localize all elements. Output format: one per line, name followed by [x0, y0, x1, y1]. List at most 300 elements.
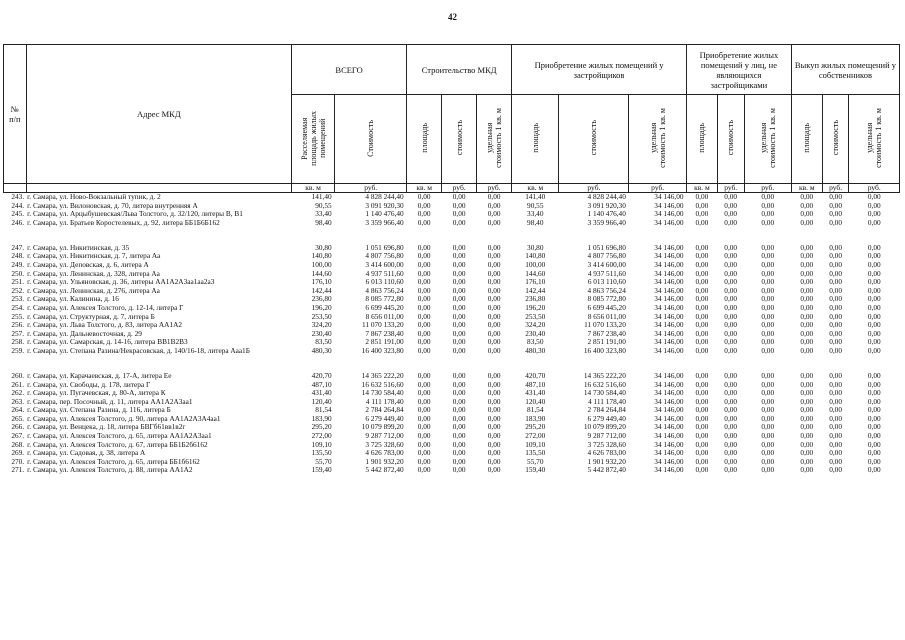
- row-developer-area: 159,40: [525, 466, 546, 475]
- row-address: г. Самара, ул. Алексея Толстого, д. 65, литера ББ1б6162: [27, 457, 200, 466]
- row-developer-unit-cost: 34 146,00: [654, 210, 684, 219]
- row-developer-area: 230,40: [525, 329, 546, 338]
- row-construction-area: 0,00: [417, 338, 431, 347]
- row-nondev-area: 0,00: [695, 338, 709, 347]
- table-row: [4, 372, 900, 381]
- row-construction-unit-cost: 0,00: [487, 278, 501, 287]
- row-developer-unit-cost: 34 146,00: [654, 440, 684, 449]
- row-nondev-area: 0,00: [695, 192, 709, 201]
- row-nondev-area: 0,00: [695, 329, 709, 338]
- row-total-area: 135,50: [311, 449, 332, 458]
- row-construction-unit-cost: 0,00: [487, 303, 501, 312]
- row-developer-unit-cost: 34 146,00: [654, 397, 684, 406]
- row-construction-cost: 0,00: [452, 371, 466, 380]
- row-nondev-unit-cost: 0,00: [761, 210, 775, 219]
- row-buyout-cost: 0,00: [829, 243, 842, 252]
- row-number: 244.: [11, 201, 25, 210]
- row-buyout-unit-cost: 0,00: [867, 423, 881, 432]
- row-buyout-area: 0,00: [800, 423, 814, 432]
- row-nondev-area: 0,00: [695, 346, 709, 355]
- row-construction-area: 0,00: [417, 414, 431, 423]
- row-developer-area: 98,40: [527, 218, 544, 227]
- row-construction-area: 0,00: [417, 201, 431, 210]
- row-address: г. Самара, ул. Льва Толстого, д. 83, литера АА1А2: [27, 321, 182, 330]
- row-nondev-unit-cost: 0,00: [761, 269, 775, 278]
- row-buyout-unit-cost: 0,00: [867, 269, 881, 278]
- row-developer-cost: 16 632 516,60: [583, 380, 626, 389]
- row-nondev-cost: 0,00: [724, 329, 738, 338]
- row-buyout-cost: 0,00: [829, 218, 842, 227]
- row-buyout-area: 0,00: [800, 389, 814, 398]
- row-buyout-unit-cost: 0,00: [867, 243, 881, 252]
- row-number: 253.: [11, 295, 25, 304]
- row-nondev-cost: 0,00: [724, 295, 738, 304]
- row-address: г. Самара, ул. Дальневосточная, д. 29: [27, 329, 142, 338]
- table-row: [4, 261, 900, 270]
- row-developer-area: 120,40: [525, 397, 546, 406]
- row-construction-area: 0,00: [417, 346, 431, 355]
- row-developer-cost: 4 828 244,40: [587, 192, 626, 201]
- row-construction-cost: 0,00: [452, 440, 466, 449]
- row-developer-cost: 10 079 899,20: [583, 423, 626, 432]
- row-buyout-area: 0,00: [800, 457, 814, 466]
- row-developer-area: 253,50: [525, 312, 546, 321]
- subheader-cost: стоимость: [559, 95, 629, 184]
- row-total-area: 55,70: [315, 457, 332, 466]
- row-buyout-unit-cost: 0,00: [867, 432, 881, 441]
- unit-cell: [26, 184, 291, 193]
- row-construction-cost: 0,00: [452, 192, 466, 201]
- row-developer-area: 81,54: [527, 406, 544, 415]
- row-buyout-unit-cost: 0,00: [867, 466, 881, 475]
- row-nondev-area: 0,00: [695, 312, 709, 321]
- row-address: г. Самара, ул. Алексея Толстого, д. 67, литера ББ1Б2б6162: [27, 440, 208, 449]
- row-buyout-unit-cost: 0,00: [867, 440, 881, 449]
- row-total-cost: 3 359 966,40: [365, 218, 404, 227]
- row-construction-cost: 0,00: [452, 286, 466, 295]
- subheader-unit-cost: удельная стоимость 1 кв. м: [629, 95, 687, 184]
- row-buyout-cost: 0,00: [829, 414, 842, 423]
- unit-rub: руб.: [442, 184, 477, 193]
- row-nondev-cost: 0,00: [724, 303, 738, 312]
- row-total-area: 480,30: [311, 346, 332, 355]
- row-total-area: 487,10: [311, 380, 332, 389]
- row-number: 261.: [11, 380, 25, 389]
- row-buyout-area: 0,00: [800, 449, 814, 458]
- row-nondev-area: 0,00: [695, 423, 709, 432]
- row-construction-unit-cost: 0,00: [487, 449, 501, 458]
- row-buyout-cost: 0,00: [829, 192, 842, 201]
- row-nondev-unit-cost: 0,00: [761, 466, 775, 475]
- table-row: [4, 295, 900, 304]
- row-developer-area: 83,50: [527, 338, 544, 347]
- row-total-area: 253,50: [311, 312, 332, 321]
- row-construction-cost: 0,00: [452, 397, 466, 406]
- row-construction-cost: 0,00: [452, 457, 466, 466]
- row-nondev-cost: 0,00: [724, 218, 738, 227]
- row-address: г. Самара, ул. Никитинская, д. 7, литера Аа: [27, 252, 161, 261]
- row-nondev-unit-cost: 0,00: [761, 303, 775, 312]
- row-construction-area: 0,00: [417, 210, 431, 219]
- row-developer-unit-cost: 34 146,00: [654, 346, 684, 355]
- row-total-area: 272,00: [311, 432, 332, 441]
- row-number: 270.: [11, 457, 25, 466]
- row-construction-area: 0,00: [417, 466, 431, 475]
- row-developer-unit-cost: 34 146,00: [654, 466, 684, 475]
- row-buyout-area: 0,00: [800, 278, 814, 287]
- row-total-area: 183,90: [311, 414, 332, 423]
- row-construction-unit-cost: 0,00: [487, 218, 501, 227]
- row-construction-cost: 0,00: [452, 406, 466, 415]
- row-total-area: 159,40: [311, 466, 332, 475]
- row-developer-unit-cost: 34 146,00: [654, 243, 684, 252]
- table-row: [4, 193, 900, 202]
- row-nondev-cost: 0,00: [724, 243, 738, 252]
- row-buyout-cost: 0,00: [829, 312, 842, 321]
- row-nondev-cost: 0,00: [724, 466, 738, 475]
- row-address: г. Самара, ул. Венцека, д. 18, литера БВГб61вв1в2г: [27, 423, 186, 432]
- subheader-unit-cost: удельная стоимость 1 кв. м: [849, 95, 900, 184]
- row-total-cost: 6 279 449,40: [365, 414, 404, 423]
- row-address: г. Самара, ул. Никитинская, д. 35: [27, 243, 130, 252]
- row-developer-area: 142,44: [525, 286, 546, 295]
- row-buyout-cost: 0,00: [829, 440, 842, 449]
- row-developer-unit-cost: 34 146,00: [654, 432, 684, 441]
- row-number: 271.: [11, 466, 25, 475]
- subheader-area: площадь: [791, 95, 822, 184]
- table-row: [4, 466, 900, 475]
- row-buyout-area: 0,00: [800, 338, 814, 347]
- row-construction-unit-cost: 0,00: [487, 380, 501, 389]
- row-nondev-area: 0,00: [695, 252, 709, 261]
- row-total-cost: 1 901 932,20: [365, 457, 404, 466]
- row-buyout-area: 0,00: [800, 466, 814, 475]
- subheader-unit-cost: удельная стоимость 1 кв. м: [744, 95, 791, 184]
- table-row: [4, 313, 900, 322]
- table-body: [4, 193, 900, 476]
- row-buyout-area: 0,00: [800, 312, 814, 321]
- row-construction-unit-cost: 0,00: [487, 440, 501, 449]
- table-row: [4, 287, 900, 296]
- row-nondev-cost: 0,00: [724, 449, 738, 458]
- row-construction-area: 0,00: [417, 449, 431, 458]
- row-construction-cost: 0,00: [452, 338, 466, 347]
- row-nondev-unit-cost: 0,00: [761, 252, 775, 261]
- row-nondev-cost: 0,00: [724, 457, 738, 466]
- row-address: г. Самара, ул. Алексея Толстого, д. 90, литера АА1А2А3А4аа1: [27, 414, 221, 423]
- table-row: [4, 406, 900, 415]
- row-nondev-cost: 0,00: [724, 397, 738, 406]
- row-buyout-unit-cost: 0,00: [867, 260, 881, 269]
- row-address: г. Самара, ул. Алексея Толстого, д. 12-14, литера Г: [27, 303, 184, 312]
- row-developer-unit-cost: 34 146,00: [654, 192, 684, 201]
- row-buyout-cost: 0,00: [829, 329, 842, 338]
- row-developer-unit-cost: 34 146,00: [654, 252, 684, 261]
- row-address: г. Самара, ул. Свободы, д. 178, литера Г: [27, 380, 151, 389]
- row-construction-cost: 0,00: [452, 260, 466, 269]
- row-construction-unit-cost: 0,00: [487, 286, 501, 295]
- row-developer-cost: 16 400 323,80: [583, 346, 626, 355]
- row-construction-unit-cost: 0,00: [487, 423, 501, 432]
- row-buyout-area: 0,00: [800, 218, 814, 227]
- row-total-cost: 7 867 238,40: [365, 329, 404, 338]
- row-buyout-unit-cost: 0,00: [867, 414, 881, 423]
- row-developer-unit-cost: 34 146,00: [654, 389, 684, 398]
- row-buyout-cost: 0,00: [829, 389, 842, 398]
- row-nondev-unit-cost: 0,00: [761, 432, 775, 441]
- row-total-area: 33,40: [315, 210, 332, 219]
- row-developer-unit-cost: 34 146,00: [654, 380, 684, 389]
- row-address: г. Самара, ул. Карачаевская, д. 17-А, литера Ее: [27, 371, 172, 380]
- row-construction-area: 0,00: [417, 278, 431, 287]
- row-number: 258.: [11, 338, 25, 347]
- row-buyout-unit-cost: 0,00: [867, 201, 881, 210]
- row-buyout-cost: 0,00: [829, 432, 842, 441]
- unit-rub: руб.: [335, 184, 407, 193]
- row-number: 257.: [11, 329, 25, 338]
- row-address: г. Самара, ул. Вилоновская, д. 70, литера внутренняя А: [27, 201, 198, 210]
- table-row: [4, 252, 900, 261]
- row-number: 248.: [11, 252, 25, 261]
- row-total-cost: 8 085 772,80: [365, 295, 404, 304]
- row-construction-unit-cost: 0,00: [487, 295, 501, 304]
- row-number: 266.: [11, 423, 25, 432]
- table-row: [4, 330, 900, 339]
- header-num: № п/п: [4, 45, 27, 184]
- row-total-area: 141,40: [311, 192, 332, 201]
- row-buyout-cost: 0,00: [829, 278, 842, 287]
- row-nondev-cost: 0,00: [724, 389, 738, 398]
- row-buyout-unit-cost: 0,00: [867, 338, 881, 347]
- row-nondev-cost: 0,00: [724, 423, 738, 432]
- row-construction-unit-cost: 0,00: [487, 243, 501, 252]
- row-developer-area: 144,60: [525, 269, 546, 278]
- row-total-area: 100,00: [311, 260, 332, 269]
- unit-cell: [4, 184, 27, 193]
- row-developer-cost: 3 091 920,30: [587, 201, 626, 210]
- row-total-area: 30,80: [315, 243, 332, 252]
- row-developer-cost: 4 111 178,40: [588, 397, 626, 406]
- row-total-cost: 14 730 584,40: [361, 389, 404, 398]
- row-buyout-area: 0,00: [800, 321, 814, 330]
- row-number: 268.: [11, 440, 25, 449]
- unit-rub: руб.: [717, 184, 744, 193]
- row-developer-area: 141,40: [525, 192, 546, 201]
- row-construction-unit-cost: 0,00: [487, 269, 501, 278]
- row-total-cost: 10 079 899,20: [361, 423, 404, 432]
- row-total-cost: 11 070 133,20: [362, 321, 404, 330]
- row-total-area: 98,40: [315, 218, 332, 227]
- unit-sqm: кв. м: [791, 184, 822, 193]
- row-nondev-unit-cost: 0,00: [761, 312, 775, 321]
- row-developer-cost: 3 725 328,60: [587, 440, 626, 449]
- subheader-cost: стоимость: [442, 95, 477, 184]
- row-number: 250.: [11, 269, 25, 278]
- row-nondev-unit-cost: 0,00: [761, 243, 775, 252]
- row-developer-area: 30,80: [527, 243, 544, 252]
- row-buyout-area: 0,00: [800, 201, 814, 210]
- row-construction-area: 0,00: [417, 423, 431, 432]
- row-nondev-cost: 0,00: [724, 432, 738, 441]
- row-nondev-area: 0,00: [695, 286, 709, 295]
- row-nondev-unit-cost: 0,00: [761, 414, 775, 423]
- row-developer-area: 480,30: [525, 346, 546, 355]
- row-buyout-cost: 0,00: [829, 201, 842, 210]
- row-nondev-unit-cost: 0,00: [761, 389, 775, 398]
- row-address: г. Самара, ул. Ленинская, д. 328, литера Аа: [27, 269, 160, 278]
- row-nondev-area: 0,00: [695, 269, 709, 278]
- row-buyout-cost: 0,00: [829, 466, 842, 475]
- row-construction-cost: 0,00: [452, 243, 466, 252]
- row-nondev-area: 0,00: [695, 440, 709, 449]
- row-construction-area: 0,00: [417, 371, 431, 380]
- row-nondev-unit-cost: 0,00: [761, 278, 775, 287]
- row-number: 252.: [11, 286, 25, 295]
- row-nondev-cost: 0,00: [724, 269, 738, 278]
- row-construction-cost: 0,00: [452, 278, 466, 287]
- row-buyout-area: 0,00: [800, 295, 814, 304]
- row-total-area: 236,80: [311, 295, 332, 304]
- row-number: 263.: [11, 397, 25, 406]
- unit-rub: руб.: [629, 184, 687, 193]
- row-construction-unit-cost: 0,00: [487, 432, 501, 441]
- row-buyout-unit-cost: 0,00: [867, 192, 881, 201]
- row-buyout-cost: 0,00: [829, 457, 842, 466]
- row-construction-area: 0,00: [417, 397, 431, 406]
- row-nondev-area: 0,00: [695, 371, 709, 380]
- row-address: г. Самара, ул. Садовая, д. 38, литера А: [27, 449, 146, 458]
- row-developer-cost: 2 851 191,00: [587, 338, 626, 347]
- row-nondev-area: 0,00: [695, 414, 709, 423]
- row-construction-cost: 0,00: [452, 346, 466, 355]
- row-nondev-area: 0,00: [695, 432, 709, 441]
- row-total-cost: 9 287 712,00: [365, 432, 404, 441]
- row-nondev-area: 0,00: [695, 303, 709, 312]
- row-nondev-area: 0,00: [695, 321, 709, 330]
- row-total-area: 230,40: [311, 329, 332, 338]
- row-buyout-unit-cost: 0,00: [867, 329, 881, 338]
- row-nondev-cost: 0,00: [724, 252, 738, 261]
- row-developer-cost: 1 140 476,40: [587, 210, 626, 219]
- row-number: 255.: [11, 312, 25, 321]
- row-buyout-unit-cost: 0,00: [867, 278, 881, 287]
- row-total-area: 140,80: [311, 252, 332, 261]
- row-nondev-cost: 0,00: [724, 380, 738, 389]
- row-number: 245.: [11, 210, 25, 219]
- row-total-area: 90,55: [315, 201, 332, 210]
- row-construction-unit-cost: 0,00: [487, 406, 501, 415]
- header-address: Адрес МКД: [26, 45, 291, 184]
- row-buyout-area: 0,00: [800, 346, 814, 355]
- row-nondev-area: 0,00: [695, 201, 709, 210]
- row-buyout-area: 0,00: [800, 371, 814, 380]
- row-nondev-cost: 0,00: [724, 414, 738, 423]
- row-nondev-cost: 0,00: [724, 286, 738, 295]
- row-nondev-unit-cost: 0,00: [761, 295, 775, 304]
- row-buyout-area: 0,00: [800, 269, 814, 278]
- row-developer-cost: 3 359 966,40: [587, 218, 626, 227]
- row-address: г. Самара, ул. Степана Разина, д. 116, литера Б: [27, 406, 171, 415]
- row-developer-cost: 1 901 932,20: [587, 457, 626, 466]
- row-nondev-cost: 0,00: [724, 278, 738, 287]
- row-construction-area: 0,00: [417, 440, 431, 449]
- row-nondev-cost: 0,00: [724, 338, 738, 347]
- row-nondev-cost: 0,00: [724, 260, 738, 269]
- row-nondev-area: 0,00: [695, 457, 709, 466]
- row-developer-cost: 6 279 449,40: [587, 414, 626, 423]
- row-nondev-area: 0,00: [695, 406, 709, 415]
- row-developer-area: 90,55: [527, 201, 544, 210]
- table-row: [4, 423, 900, 432]
- table-row: [4, 398, 900, 407]
- row-total-cost: 6 699 445,20: [365, 303, 404, 312]
- row-nondev-unit-cost: 0,00: [761, 440, 775, 449]
- row-number: 262.: [11, 389, 25, 398]
- row-construction-area: 0,00: [417, 218, 431, 227]
- row-buyout-unit-cost: 0,00: [867, 371, 881, 380]
- row-construction-cost: 0,00: [452, 389, 466, 398]
- row-nondev-area: 0,00: [695, 466, 709, 475]
- row-total-area: 81,54: [315, 406, 332, 415]
- row-number: 260.: [11, 371, 25, 380]
- row-total-area: 144,60: [311, 269, 332, 278]
- row-developer-cost: 14 365 222,20: [583, 371, 626, 380]
- row-nondev-area: 0,00: [695, 243, 709, 252]
- row-buyout-cost: 0,00: [829, 210, 842, 219]
- row-total-area: 142,44: [311, 286, 332, 295]
- row-nondev-cost: 0,00: [724, 201, 738, 210]
- row-construction-cost: 0,00: [452, 210, 466, 219]
- row-total-cost: 4 626 783,00: [365, 449, 404, 458]
- row-construction-area: 0,00: [417, 380, 431, 389]
- row-construction-area: 0,00: [417, 457, 431, 466]
- row-construction-cost: 0,00: [452, 269, 466, 278]
- row-construction-unit-cost: 0,00: [487, 201, 501, 210]
- row-number: 256.: [11, 321, 25, 330]
- row-buyout-unit-cost: 0,00: [867, 286, 881, 295]
- row-developer-area: 272,00: [525, 432, 546, 441]
- row-number: 251.: [11, 278, 25, 287]
- row-developer-cost: 6 013 110,60: [587, 278, 626, 287]
- unit-rub: руб.: [477, 184, 512, 193]
- row-buyout-cost: 0,00: [829, 423, 842, 432]
- row-buyout-cost: 0,00: [829, 406, 842, 415]
- row-developer-area: 196,20: [525, 303, 546, 312]
- row-construction-area: 0,00: [417, 432, 431, 441]
- row-developer-cost: 4 626 783,00: [587, 449, 626, 458]
- row-developer-area: 140,80: [525, 252, 546, 261]
- row-nondev-unit-cost: 0,00: [761, 423, 775, 432]
- row-address: г. Самара, пер. Посочный, д. 11, литера АА1А2А3аа1: [27, 397, 193, 406]
- row-buyout-area: 0,00: [800, 192, 814, 201]
- header-total: ВСЕГО: [292, 45, 407, 95]
- row-buyout-area: 0,00: [800, 406, 814, 415]
- row-total-cost: 4 828 244,40: [365, 192, 404, 201]
- row-total-cost: 3 725 328,60: [365, 440, 404, 449]
- row-nondev-area: 0,00: [695, 218, 709, 227]
- row-total-cost: 2 851 191,00: [365, 338, 404, 347]
- row-total-cost: 3 091 920,30: [365, 201, 404, 210]
- table-row: [4, 270, 900, 279]
- row-construction-unit-cost: 0,00: [487, 397, 501, 406]
- row-total-cost: 5 442 872,40: [365, 466, 404, 475]
- row-address: г. Самара, ул. Деповская, д. 6, литера А: [27, 260, 149, 269]
- table-row: [4, 449, 900, 458]
- row-total-area: 295,20: [311, 423, 332, 432]
- row-nondev-cost: 0,00: [724, 406, 738, 415]
- row-number: 259.: [11, 346, 25, 355]
- row-construction-unit-cost: 0,00: [487, 260, 501, 269]
